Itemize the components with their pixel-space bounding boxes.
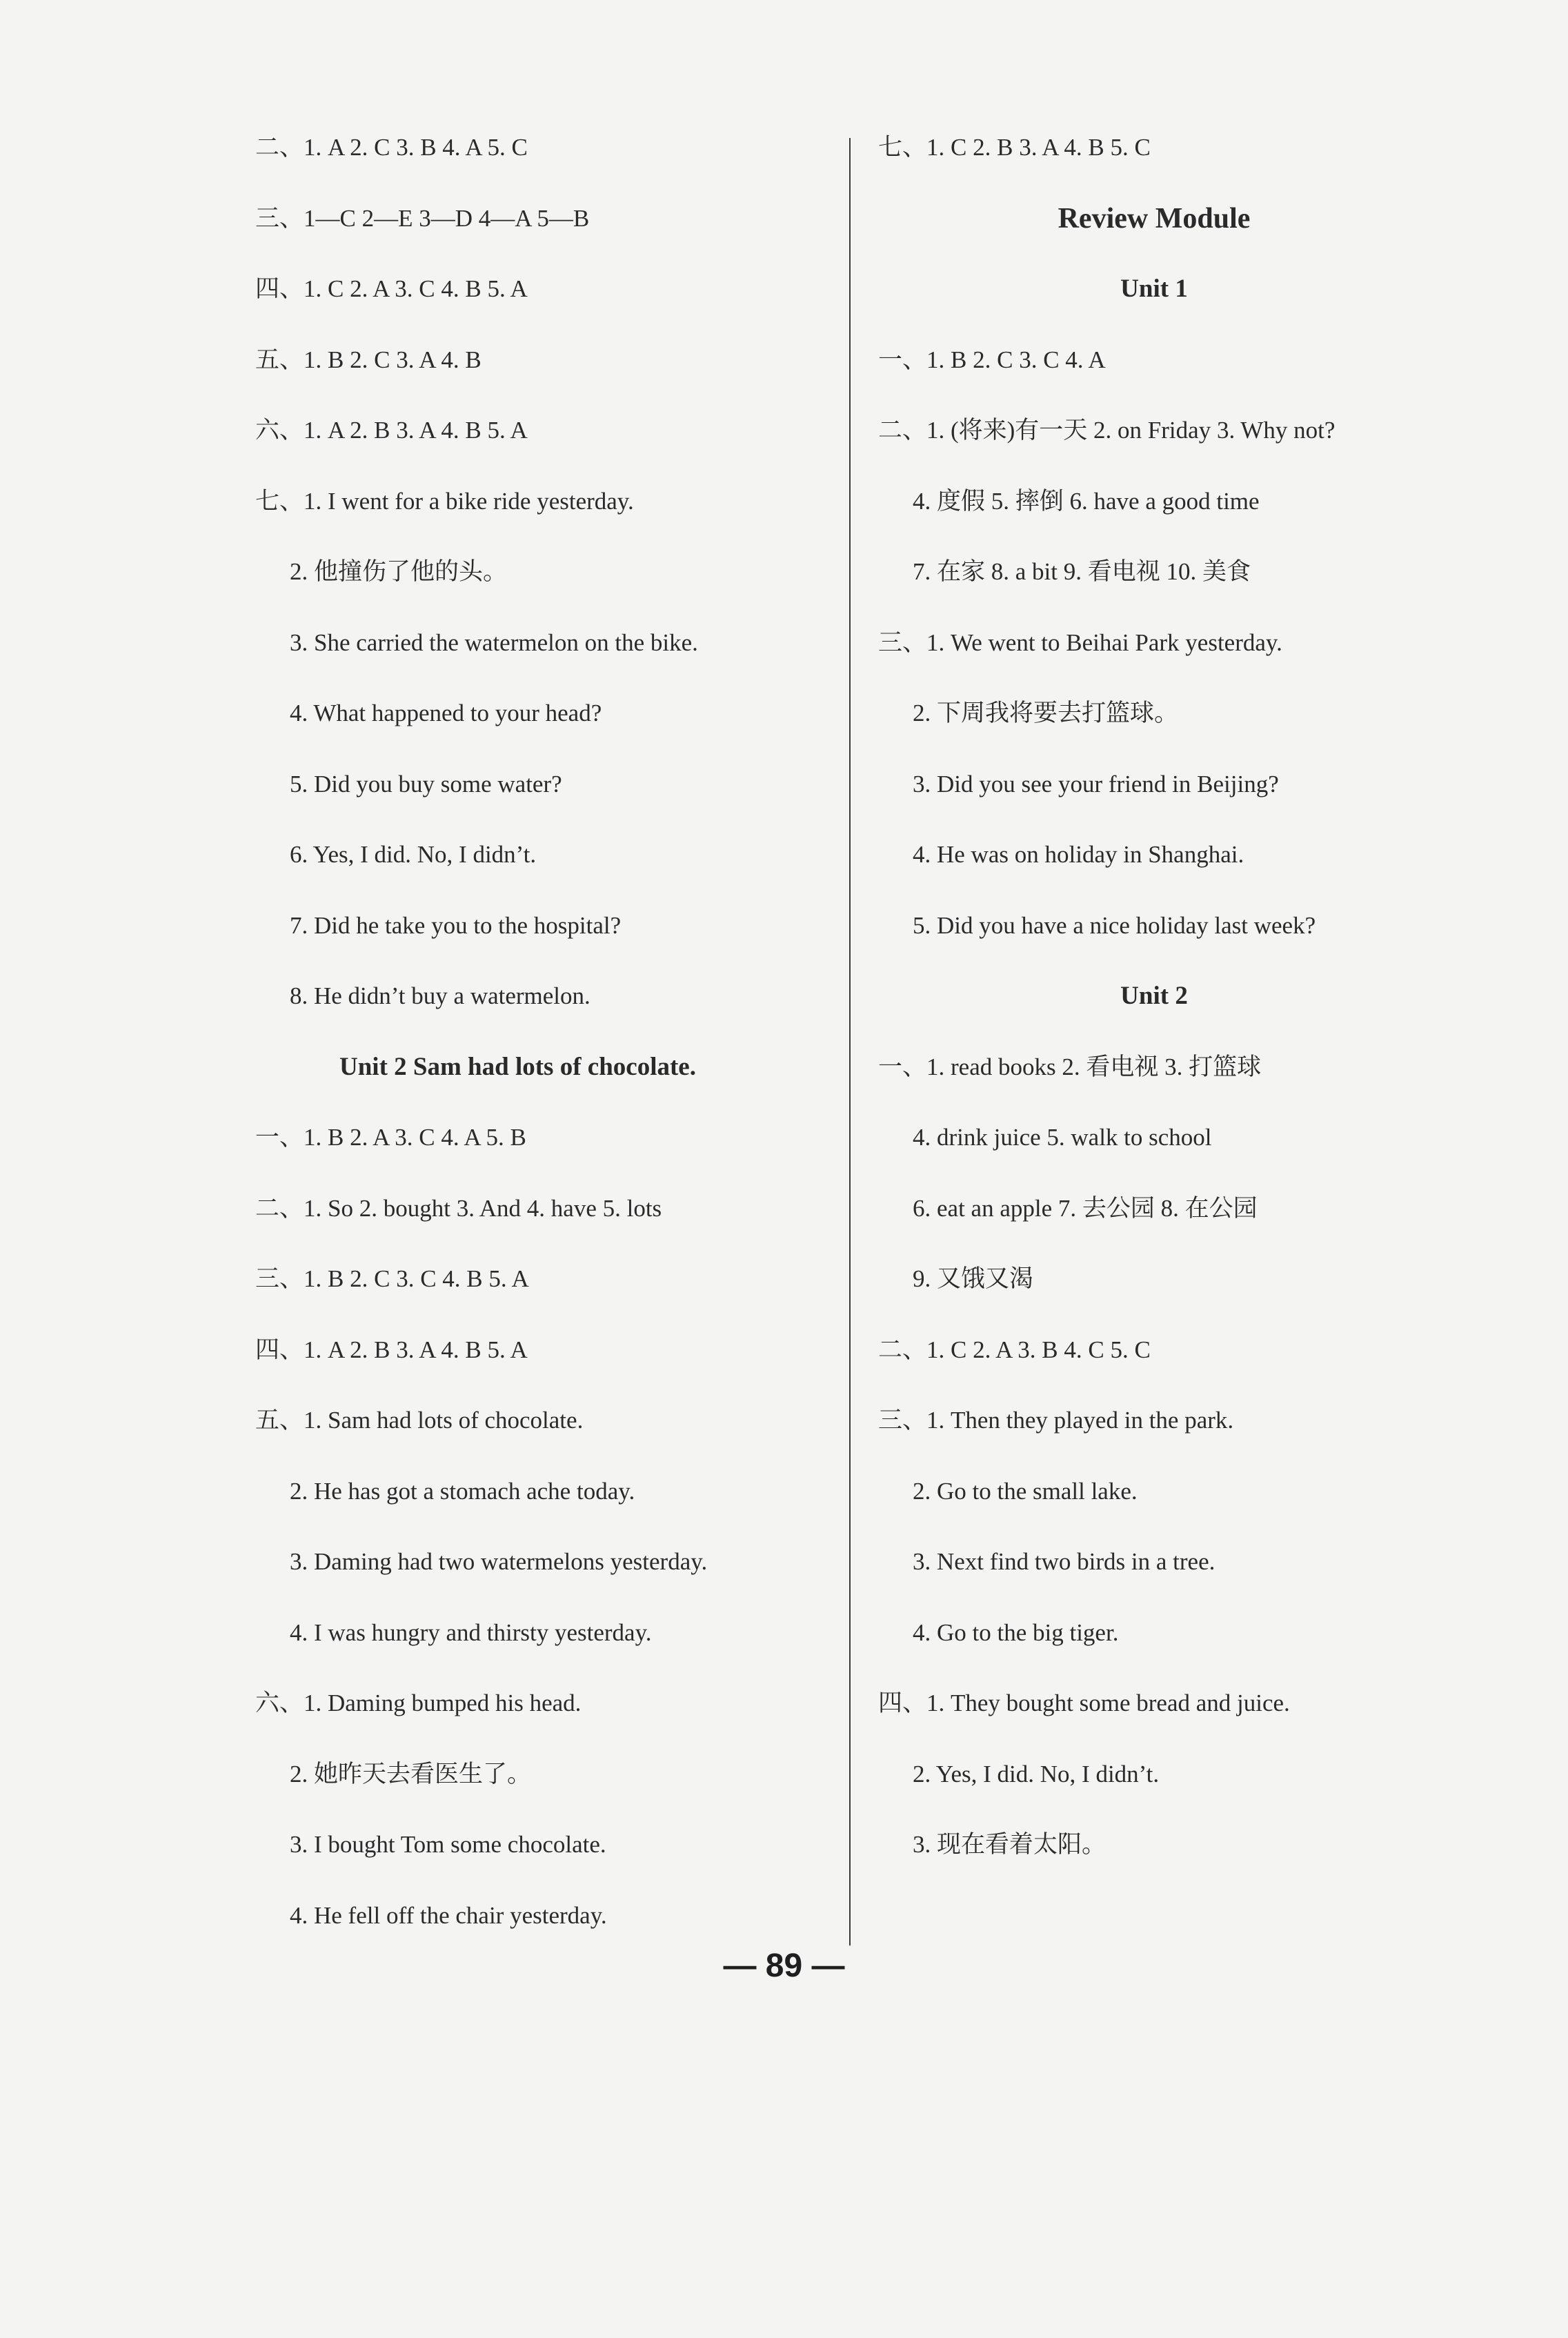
answer-line: 2. 他撞伤了他的头。 bbox=[290, 558, 508, 585]
answer-line: 四、1. C 2. A 3. C 4. B 5. A bbox=[255, 275, 528, 302]
answer-line: 一、1. read books 2. 看电视 3. 打篮球 bbox=[878, 1053, 1262, 1080]
section-heading: Unit 2 bbox=[1120, 982, 1188, 1010]
answer-line: 二、1. (将来)有一天 2. on Friday 3. Why not? bbox=[878, 417, 1336, 444]
answer-line: 六、1. Daming bumped his head. bbox=[255, 1690, 582, 1716]
answer-line: 二、1. A 2. C 3. B 4. A 5. C bbox=[255, 134, 528, 161]
answer-line: 3. Daming had two watermelons yesterday. bbox=[290, 1548, 708, 1575]
answer-line: 一、1. B 2. A 3. C 4. A 5. B bbox=[255, 1124, 526, 1151]
answer-line: 三、1. B 2. C 3. C 4. B 5. A bbox=[255, 1265, 529, 1292]
answer-line: 4. I was hungry and thirsty yesterday. bbox=[290, 1618, 652, 1646]
section-heading: Unit 1 bbox=[1120, 275, 1188, 303]
answer-line: 7. Did he take you to the hospital? bbox=[290, 911, 622, 939]
answer-line: 三、1—C 2—E 3—D 4—A 5—B bbox=[255, 204, 590, 232]
answer-line: 七、1. C 2. B 3. A 4. B 5. C bbox=[878, 134, 1151, 161]
answer-line: 4. Go to the big tiger. bbox=[913, 1618, 1119, 1646]
right-column bbox=[878, 127, 1430, 1895]
answer-line: 2. He has got a stomach ache today. bbox=[290, 1477, 635, 1505]
answer-line: 二、1. So 2. bought 3. And 4. have 5. lots bbox=[255, 1194, 662, 1222]
answer-line: 3. She carried the watermelon on the bike. bbox=[290, 628, 698, 656]
answer-line: 3. Next find two birds in a tree. bbox=[913, 1548, 1215, 1575]
answer-line: 四、1. A 2. B 3. A 4. B 5. A bbox=[255, 1336, 528, 1363]
answer-line: 2. Yes, I did. No, I didn’t. bbox=[913, 1760, 1160, 1787]
page-number: — 89 — bbox=[723, 1948, 845, 1984]
answer-line: 七、1. I went for a bike ride yesterday. bbox=[255, 487, 634, 515]
answer-line: 8. He didn’t buy a watermelon. bbox=[290, 982, 591, 1009]
answer-line: 3. 现在看着太阳。 bbox=[913, 1831, 1106, 1858]
left-column bbox=[255, 127, 821, 1965]
answer-line: 四、1. They bought some bread and juice. bbox=[878, 1690, 1290, 1716]
answer-line: 五、1. B 2. C 3. A 4. B bbox=[255, 346, 482, 373]
answer-line: 5. Did you have a nice holiday last week? bbox=[913, 911, 1316, 939]
answer-line: 4. He was on holiday in Shanghai. bbox=[913, 841, 1244, 868]
answer-line: 6. Yes, I did. No, I didn’t. bbox=[290, 841, 537, 868]
answer-line: 4. What happened to your head? bbox=[290, 700, 602, 726]
answer-line: 三、1. Then they played in the park. bbox=[878, 1407, 1234, 1434]
answer-line: 二、1. C 2. A 3. B 4. C 5. C bbox=[878, 1336, 1151, 1363]
answer-line: 3. I bought Tom some chocolate. bbox=[290, 1831, 606, 1858]
answer-line: 5. Did you buy some water? bbox=[290, 770, 562, 798]
answer-line: 2. Go to the small lake. bbox=[913, 1477, 1138, 1505]
answer-line: 6. eat an apple 7. 去公园 8. 在公园 bbox=[913, 1194, 1258, 1222]
column-divider bbox=[849, 138, 851, 1945]
answer-line: 9. 又饿又渴 bbox=[913, 1265, 1034, 1292]
answer-line: 五、1. Sam had lots of chocolate. bbox=[255, 1407, 584, 1434]
answer-line: 一、1. B 2. C 3. C 4. A bbox=[878, 346, 1106, 373]
answer-line: 2. 下周我将要去打篮球。 bbox=[913, 700, 1179, 726]
answer-line: 4. 度假 5. 摔倒 6. have a good time bbox=[913, 487, 1260, 515]
answer-line: 4. drink juice 5. walk to school bbox=[913, 1124, 1212, 1151]
section-heading: Unit 2 Sam had lots of chocolate. bbox=[339, 1052, 696, 1081]
answer-line: 7. 在家 8. a bit 9. 看电视 10. 美食 bbox=[913, 558, 1251, 585]
answer-line: 六、1. A 2. B 3. A 4. B 5. A bbox=[255, 417, 528, 444]
section-heading: Review Module bbox=[1058, 202, 1251, 235]
answer-line: 2. 她昨天去看医生了。 bbox=[290, 1760, 532, 1787]
answer-line: 4. He fell off the chair yesterday. bbox=[290, 1901, 607, 1929]
answer-line: 三、1. We went to Beihai Park yesterday. bbox=[878, 628, 1282, 656]
answer-line: 3. Did you see your friend in Beijing? bbox=[913, 770, 1279, 798]
